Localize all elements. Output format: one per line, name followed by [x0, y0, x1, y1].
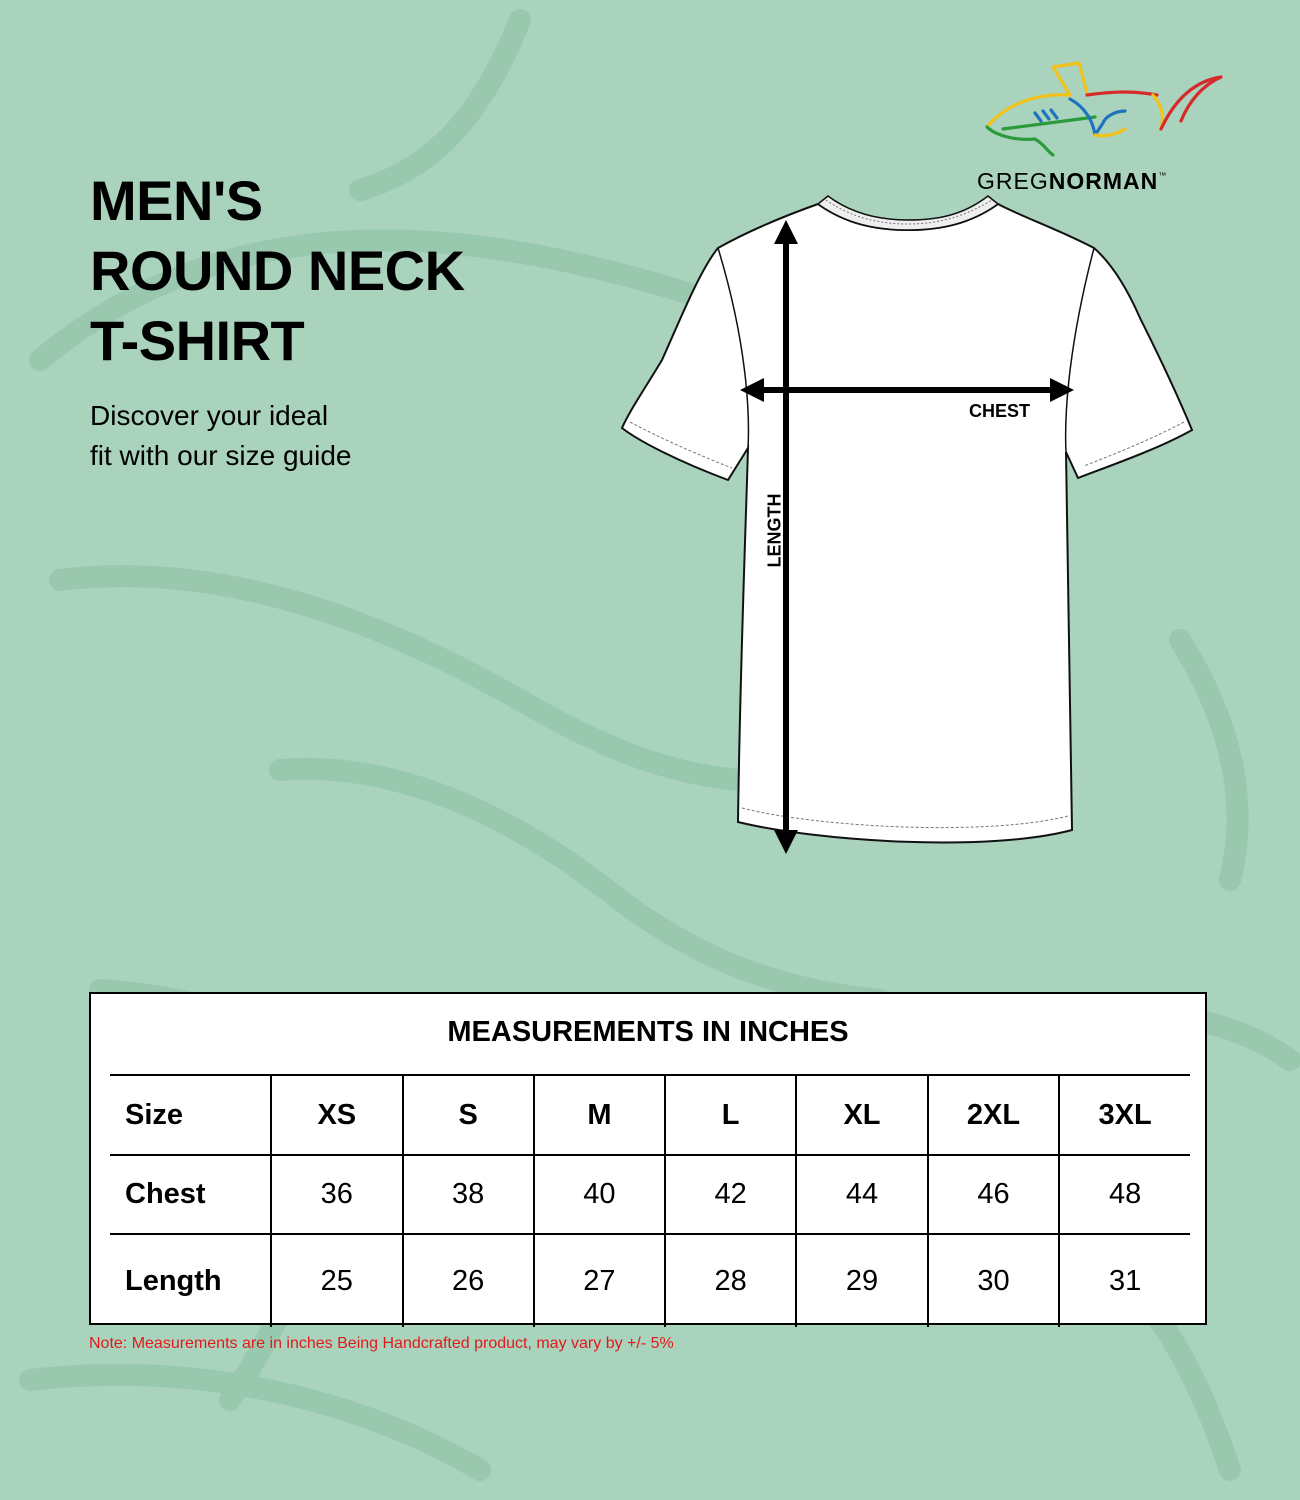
table-header-row [110, 1075, 1190, 1155]
table-cell: 30 [928, 1234, 1060, 1327]
page-subtitle [90, 396, 351, 476]
header-cell: XL [796, 1075, 927, 1155]
table-cell: 48 [1059, 1155, 1190, 1234]
header-cell: Size [110, 1075, 271, 1155]
header-cell: XS [271, 1075, 402, 1155]
table-cell: 26 [403, 1234, 534, 1327]
page-title [90, 166, 465, 376]
table-cell: 46 [928, 1155, 1060, 1234]
table-cell: 31 [1059, 1234, 1190, 1327]
measurement-note: Note: Measurements are in inches Being Handcrafted product, may vary by +/- 5% [89, 1335, 674, 1352]
subtitle-line-2: fit with our size guide [90, 440, 352, 471]
header-cell: S [403, 1075, 534, 1155]
header-cell: M [534, 1075, 665, 1155]
title-line-3: T-SHIRT [90, 309, 305, 372]
table-cell: 27 [534, 1234, 665, 1327]
size-table [110, 1074, 1190, 1327]
title-line-2: ROUND NECK [90, 239, 465, 302]
table-cell: 29 [796, 1234, 927, 1327]
table-row-length [110, 1234, 1190, 1327]
table-cell: 38 [403, 1155, 534, 1234]
table-row-chest [110, 1155, 1190, 1234]
tshirt-outline [622, 196, 1192, 842]
table-title: MEASUREMENTS IN INCHES [447, 1016, 849, 1048]
table-cell: 36 [271, 1155, 402, 1234]
tshirt-diagram [600, 190, 1220, 870]
brand-name-bold: NORMAN [1048, 168, 1159, 194]
brand-name-light: GREG [977, 168, 1049, 194]
header-cell: L [665, 1075, 796, 1155]
table-cell: 44 [796, 1155, 927, 1234]
row-label: Chest [110, 1155, 271, 1234]
header-cell: 3XL [1059, 1075, 1190, 1155]
table-cell: 42 [665, 1155, 796, 1234]
table-cell: 25 [271, 1234, 402, 1327]
measurements-panel [89, 992, 1207, 1325]
row-label: Length [110, 1234, 271, 1327]
chest-label: CHEST [969, 401, 1031, 421]
header-cell: 2XL [928, 1075, 1060, 1155]
table-cell: 40 [534, 1155, 665, 1234]
brand-trademark: ™ [1158, 171, 1168, 180]
table-cell: 28 [665, 1234, 796, 1327]
length-label: LENGTH [764, 493, 785, 568]
subtitle-line-1: Discover your ideal [90, 400, 329, 431]
title-line-1: MEN'S [90, 169, 263, 232]
